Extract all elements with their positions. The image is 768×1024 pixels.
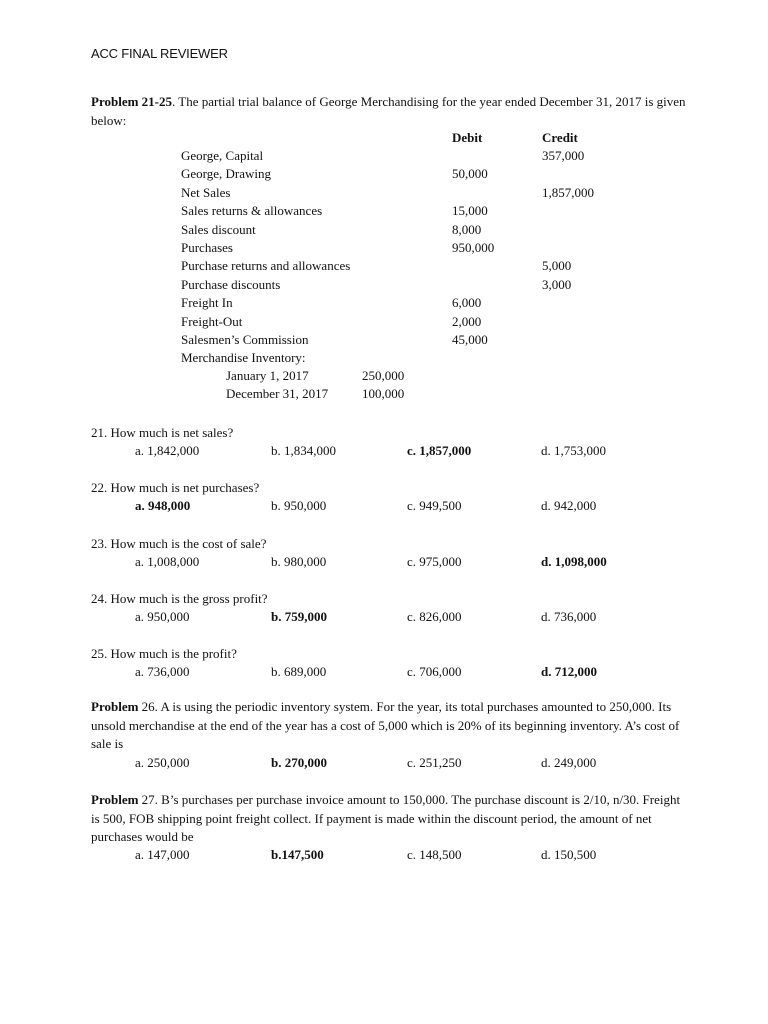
- answer-choice: c. 148,500: [407, 847, 462, 862]
- account-name: Sales discount: [181, 221, 256, 237]
- debit-amount: 45,000: [452, 332, 488, 347]
- account-name: George, Drawing: [181, 166, 272, 182]
- answer-choice: a. 147,000: [135, 847, 190, 862]
- answer-choice: d. 249,000: [541, 755, 597, 770]
- account-name: Net Sales: [181, 184, 231, 200]
- debit-amount: 8,000: [452, 221, 482, 237]
- debit-header: Debit: [452, 130, 483, 145]
- debit-amount: 6,000: [452, 295, 482, 311]
- answer-choice: b. 759,000: [271, 608, 327, 624]
- answer-choice: a. 250,000: [135, 755, 190, 770]
- credit-amount: 357,000: [542, 148, 585, 163]
- inventory-label: Merchandise Inventory:: [181, 350, 306, 365]
- inventory-date: December 31, 2017: [226, 386, 329, 402]
- account-name: George, Capital: [181, 148, 264, 163]
- answer-choice: d. 736,000: [541, 608, 597, 624]
- answer-choice: a. 1,842,000: [135, 443, 200, 458]
- debit-amount: 15,000: [452, 203, 488, 219]
- answer-choice: c. 251,250: [407, 755, 462, 770]
- answer-choice: b.147,500: [271, 847, 324, 862]
- account-name: Freight In: [181, 295, 233, 311]
- problem-text: 26. A is using the periodic inventory system. For the year, its total purchases amounted to 250,000. Its unsold merchandise at the end of the year has a cost of 5,000 which is 20% of its beginning inventory. A’s cost of sale is: [91, 699, 680, 751]
- answer-choice: b. 1,834,000: [271, 443, 336, 458]
- account-name: Purchases: [181, 240, 233, 255]
- debit-amount: 50,000: [452, 166, 488, 182]
- answer-choice: c. 949,500: [407, 498, 462, 514]
- account-name: Purchase discounts: [181, 276, 281, 292]
- answer-choice: b. 980,000: [271, 553, 327, 569]
- question-text: 22. How much is net purchases?: [91, 480, 260, 496]
- credit-amount: 3,000: [542, 276, 572, 292]
- account-name: Freight-Out: [181, 313, 243, 329]
- account-name: Purchase returns and allowances: [181, 258, 351, 274]
- answer-choice: c. 1,857,000: [407, 443, 472, 458]
- debit-amount: 950,000: [452, 240, 495, 255]
- problem-label: Problem: [91, 699, 139, 714]
- question-text: 21. How much is net sales?: [91, 425, 234, 440]
- answer-choice: c. 975,000: [407, 553, 462, 569]
- credit-header: Credit: [542, 130, 578, 145]
- problem-26: [91, 698, 691, 754]
- question-text: 24. How much is the gross profit?: [91, 590, 268, 606]
- inventory-date: January 1, 2017: [226, 368, 309, 383]
- account-name: Salesmen’s Commission: [181, 332, 309, 347]
- answer-choice: d. 150,500: [541, 847, 597, 862]
- question-text: 23. How much is the cost of sale?: [91, 535, 267, 551]
- problem-27: [91, 791, 691, 847]
- answer-choice: a. 950,000: [135, 608, 190, 624]
- answer-choice: b. 950,000: [271, 498, 327, 514]
- problem-21-25-intro: [91, 93, 691, 130]
- answer-choice: b. 689,000: [271, 664, 327, 680]
- problem-text: 27. B’s purchases per purchase invoice amount to 150,000. The purchase discount is 2/10, n/30. Freight is 500, FOB shipping point freight collect. If payment is made within the discount period, the amount of net purchases would be: [91, 792, 681, 844]
- answer-choice: a. 1,008,000: [135, 553, 200, 569]
- credit-amount: 5,000: [542, 258, 572, 274]
- answer-choice: a. 736,000: [135, 664, 190, 680]
- account-name: Sales returns & allowances: [181, 203, 323, 219]
- answer-choice: a. 948,000: [135, 498, 191, 514]
- credit-amount: 1,857,000: [542, 184, 594, 200]
- answer-choice: c. 706,000: [407, 664, 462, 680]
- answer-choice: d. 1,753,000: [541, 443, 606, 458]
- document-header: ACC FINAL REVIEWER: [91, 46, 228, 61]
- answer-choice: b. 270,000: [271, 755, 327, 770]
- debit-amount: 2,000: [452, 313, 482, 329]
- problem-label: Problem: [91, 792, 139, 807]
- answer-choice: d. 712,000: [541, 664, 597, 680]
- problem-label: Problem 21-25: [91, 94, 172, 109]
- question-text: 25. How much is the profit?: [91, 646, 237, 662]
- inventory-amount: 100,000: [362, 386, 405, 402]
- answer-choice: c. 826,000: [407, 608, 462, 624]
- answer-choice: d. 942,000: [541, 498, 597, 514]
- inventory-amount: 250,000: [362, 368, 405, 383]
- answer-choice: d. 1,098,000: [541, 553, 607, 569]
- problem-text: . The partial trial balance of George Merchandising for the year ended December 31, 2017 is given below:: [91, 94, 686, 128]
